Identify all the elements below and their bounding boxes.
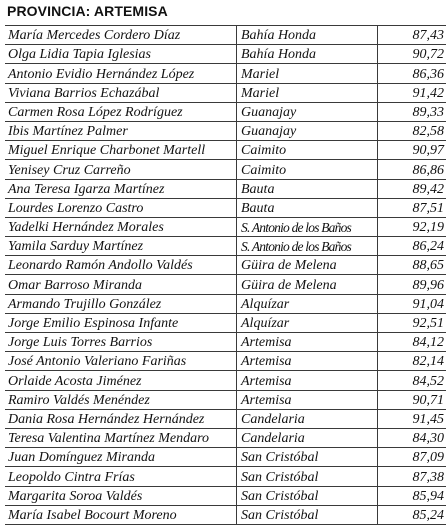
table-row [5, 275, 446, 294]
delegate-name: Orlaide Acosta Jiménez [5, 371, 237, 390]
municipality-name: Caimito [237, 160, 378, 179]
vote-percentage: 84,30 [378, 428, 446, 447]
delegate-name: Antonio Evidio Hernández López [5, 64, 237, 83]
municipality-name: Bahía Honda [237, 45, 378, 64]
municipality-name: Guanajay [237, 102, 378, 121]
vote-percentage: 85,24 [378, 505, 446, 524]
vote-percentage: 89,42 [378, 179, 446, 198]
table-row [5, 390, 446, 409]
vote-percentage: 86,36 [378, 64, 446, 83]
table-row [5, 141, 446, 160]
municipality-name: S. Antonio de los Baños [237, 217, 378, 236]
municipality-name: Artemisa [237, 352, 378, 371]
municipality-name: San Cristóbal [237, 448, 378, 467]
delegate-name: Jorge Emilio Espinosa Infante [5, 313, 237, 332]
delegate-name: Ramiro Valdés Menéndez [5, 390, 237, 409]
vote-percentage: 85,94 [378, 486, 446, 505]
table-row [5, 294, 446, 313]
vote-percentage: 90,72 [378, 45, 446, 64]
municipality-name: Caimito [237, 141, 378, 160]
municipality-name: Artemisa [237, 333, 378, 352]
table-row [5, 83, 446, 102]
delegate-name: Yenisey Cruz Carreño [5, 160, 237, 179]
municipality-name: San Cristóbal [237, 486, 378, 505]
municipality-name: Artemisa [237, 390, 378, 409]
table-row [5, 45, 446, 64]
delegate-name: Yamila Sarduy Martínez [5, 237, 237, 256]
table-row [5, 256, 446, 275]
table-row [5, 102, 446, 121]
delegate-name: Juan Domínguez Miranda [5, 448, 237, 467]
vote-percentage: 91,45 [378, 409, 446, 428]
delegate-name: Leonardo Ramón Andollo Valdés [5, 256, 237, 275]
delegates-table [5, 25, 446, 525]
vote-percentage: 84,52 [378, 371, 446, 390]
delegates-table-body [5, 26, 446, 525]
vote-percentage: 91,42 [378, 83, 446, 102]
vote-percentage: 82,14 [378, 352, 446, 371]
delegate-name: Jorge Luis Torres Barrios [5, 333, 237, 352]
delegate-name: Teresa Valentina Martínez Mendaro [5, 428, 237, 447]
vote-percentage: 88,65 [378, 256, 446, 275]
delegate-name: José Antonio Valeriano Fariñas [5, 352, 237, 371]
table-row [5, 371, 446, 390]
table-row [5, 313, 446, 332]
vote-percentage: 86,86 [378, 160, 446, 179]
municipality-name: Candelaria [237, 409, 378, 428]
delegate-name: Miguel Enrique Charbonet Martell [5, 141, 237, 160]
delegate-name: Leopoldo Cintra Frías [5, 467, 237, 486]
municipality-name: Mariel [237, 83, 378, 102]
table-row [5, 121, 446, 140]
delegate-name: Ana Teresa Igarza Martínez [5, 179, 237, 198]
delegate-name: Ibis Martínez Palmer [5, 121, 237, 140]
table-row [5, 428, 446, 447]
municipality-name: Güira de Melena [237, 256, 378, 275]
table-row [5, 467, 446, 486]
table-row [5, 217, 446, 236]
vote-percentage: 90,71 [378, 390, 446, 409]
delegate-name: María Isabel Bocourt Moreno [5, 505, 237, 524]
vote-percentage: 87,51 [378, 198, 446, 217]
municipality-name: Bauta [237, 179, 378, 198]
delegate-name: Lourdes Lorenzo Castro [5, 198, 237, 217]
delegate-name: Dania Rosa Hernández Hernández [5, 409, 237, 428]
table-row [5, 409, 446, 428]
vote-percentage: 86,24 [378, 237, 446, 256]
delegate-name: Yadelki Hernández Morales [5, 217, 237, 236]
table-row [5, 26, 446, 45]
delegate-name: María Mercedes Cordero Díaz [5, 26, 237, 45]
delegate-name: Armando Trujillo González [5, 294, 237, 313]
vote-percentage: 87,43 [378, 26, 446, 45]
vote-percentage: 82,58 [378, 121, 446, 140]
table-row [5, 486, 446, 505]
vote-percentage: 89,96 [378, 275, 446, 294]
table-row [5, 160, 446, 179]
delegate-name: Carmen Rosa López Rodríguez [5, 102, 237, 121]
table-row [5, 64, 446, 83]
municipality-name: Mariel [237, 64, 378, 83]
vote-percentage: 90,97 [378, 141, 446, 160]
municipality-name: Guanajay [237, 121, 378, 140]
vote-percentage: 91,04 [378, 294, 446, 313]
municipality-name: Candelaria [237, 428, 378, 447]
vote-percentage: 87,38 [378, 467, 446, 486]
municipality-name: Alquízar [237, 294, 378, 313]
municipality-name: Artemisa [237, 371, 378, 390]
table-row [5, 505, 446, 524]
municipality-name: Güira de Melena [237, 275, 378, 294]
municipality-name: San Cristóbal [237, 467, 378, 486]
municipality-name: Bauta [237, 198, 378, 217]
table-row [5, 179, 446, 198]
vote-percentage: 84,12 [378, 333, 446, 352]
table-row [5, 198, 446, 217]
municipality-name: San Cristóbal [237, 505, 378, 524]
municipality-name: Bahía Honda [237, 26, 378, 45]
delegate-name: Viviana Barrios Echazábal [5, 83, 237, 102]
municipality-name: Alquízar [237, 313, 378, 332]
delegate-name: Margarita Soroa Valdés [5, 486, 237, 505]
vote-percentage: 89,33 [378, 102, 446, 121]
table-row [5, 448, 446, 467]
delegate-name: Olga Lidia Tapia Iglesias [5, 45, 237, 64]
province-heading: PROVINCIA: ARTEMISA [7, 3, 168, 19]
table-row [5, 237, 446, 256]
delegate-name: Omar Barroso Miranda [5, 275, 237, 294]
table-row [5, 333, 446, 352]
vote-percentage: 87,09 [378, 448, 446, 467]
vote-percentage: 92,19 [378, 217, 446, 236]
table-row [5, 352, 446, 371]
municipality-name: S. Antonio de los Baños [237, 237, 378, 256]
vote-percentage: 92,51 [378, 313, 446, 332]
